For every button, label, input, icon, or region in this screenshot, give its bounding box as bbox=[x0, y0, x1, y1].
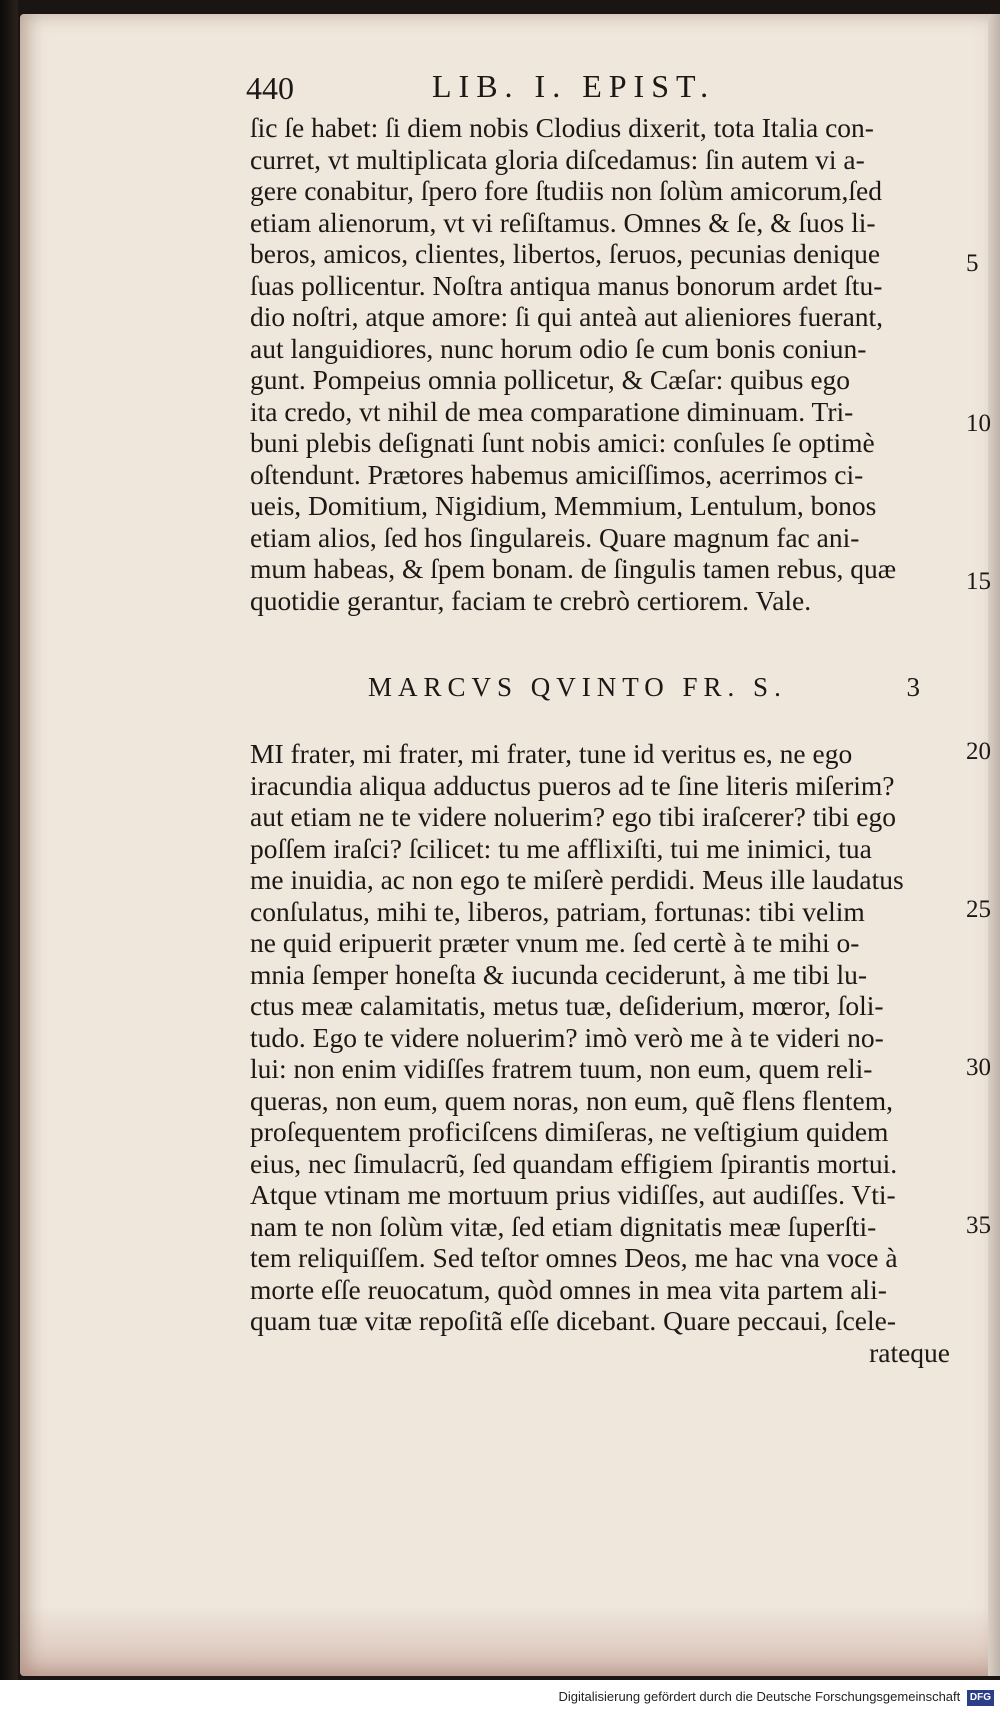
text-line: beros, amicos, clientes, libertos, ſeruos, pecunias denique bbox=[250, 238, 881, 269]
text-line: queras, non eum, quem noras, non eum, quẽ flens flentem, bbox=[250, 1084, 894, 1116]
text-line: nam te non ſolùm vitæ, ſed etiam dignitatis meæ ſuperſti- bbox=[250, 1210, 877, 1242]
text-line: proſequentem proficiſcens dimiſeras, ne veſtigium quidem bbox=[250, 1116, 889, 1147]
margin-line-number: 20 bbox=[966, 738, 991, 765]
letter-title bbox=[368, 672, 938, 712]
text-line: eius, nec ſimulacrũ, ſed quandam effigiem ſpirantis mortui. bbox=[250, 1147, 898, 1179]
text-line: ueis, Domitium, Nigidium, Memmium, Lentulum, bonos bbox=[250, 490, 877, 521]
text-line: gere conabitur, ſpero fore ſtudiis non ſolùm amicorum,ſed bbox=[250, 175, 882, 206]
margin-line-number: 30 bbox=[966, 1054, 991, 1081]
letter-number: 3 bbox=[906, 672, 920, 702]
text-line: tudo. Ego te videre noluerim? imò verò me à te videri no- bbox=[250, 1021, 884, 1053]
margin-line-number: 25 bbox=[966, 896, 991, 923]
text-line: etiam alienorum, vt vi reſiſtamus. Omnes & ſe, & ſuos li- bbox=[250, 206, 876, 238]
book-binding-edge bbox=[0, 0, 18, 1680]
text-line: lui: non enim vidiſſes fratrem tuum, non eum, quem reli- bbox=[250, 1053, 873, 1084]
text-line: aut etiam ne te videre noluerim? ego tibi iraſcerer? tibi ego bbox=[250, 801, 896, 832]
text-line: ita credo, vt nihil de mea comparatione diminuam. Tri- bbox=[250, 395, 854, 427]
text-line: Atque vtinam me mortuum prius vidiſſes, aut audiſſes. Vti- bbox=[250, 1179, 896, 1210]
letter-text bbox=[250, 738, 950, 1368]
page-number: 440 bbox=[246, 70, 294, 106]
dfg-logo-icon: DFG bbox=[967, 1690, 994, 1706]
text-line: ne quid eripuerit præter vnum me. ſed certè à te mihi o- bbox=[250, 927, 860, 958]
margin-line-number: 5 bbox=[966, 250, 979, 277]
page-fore-edge bbox=[988, 14, 1000, 1676]
text-line: buni plebis deſignati ſunt nobis amici: conſules ſe optimè bbox=[250, 427, 875, 458]
footer-text: Digitalisierung gefördert durch die Deutsche Forschungsgemeinschaft bbox=[558, 1689, 961, 1704]
text-line: curret, vt multiplicata gloria diſcedamus: ſin autem vi a- bbox=[250, 143, 865, 175]
letter-text-continued bbox=[250, 112, 950, 616]
text-line: ctus meæ calamitatis, metus tuæ, deſiderium, mœror, ſoli- bbox=[250, 990, 884, 1021]
text-line: poſſem iraſci? ſcilicet: tu me afflixiſti, tui me inimici, tua bbox=[250, 832, 872, 864]
letter-title-text: MARCVS QVINTO FR. S. bbox=[368, 672, 787, 702]
text-line: oſtendunt. Prætores habemus amiciſſimos, acerrimos ci- bbox=[250, 458, 864, 490]
page-header bbox=[246, 62, 926, 112]
text-line: dio noſtri, atque amore: ſi qui anteà aut alieniores fuerant, bbox=[250, 301, 884, 332]
text-line: iracundia aliqua adductus pueros ad te ſine literis miſerim? bbox=[250, 769, 895, 801]
text-line: tem reliquiſſem. Sed teſtor omnes Deos, me hac vna voce à bbox=[250, 1242, 898, 1273]
catchword: rateque bbox=[869, 1336, 950, 1368]
text-line: mnia ſemper honeſta & iucunda ceciderunt, à me tibi lu- bbox=[250, 958, 868, 990]
text-line: quotidie gerantur, faciam te crebrò certiorem. Vale. bbox=[250, 584, 812, 616]
text-line: aut languidiores, nunc horum odio ſe cum bonis coniun- bbox=[250, 332, 867, 364]
running-head: LIB. I. EPIST. bbox=[432, 68, 716, 104]
text-line: ſic ſe habet: ſi diem nobis Clodius dixerit, tota Italia con- bbox=[250, 112, 874, 143]
digitization-footer bbox=[0, 1684, 994, 1710]
text-line: MI frater, mi frater, mi frater, tune id veritus es, ne ego bbox=[250, 738, 853, 769]
text-line: quam tuæ vitæ repoſitã eſſe dicebant. Quare peccaui, ſcele- bbox=[250, 1305, 896, 1336]
text-line: gunt. Pompeius omnia pollicetur, & Cæſar: quibus ego bbox=[250, 364, 851, 395]
text-line: me inuidia, ac non ego te miſerè perdidi. Meus ille laudatus bbox=[250, 864, 904, 895]
margin-line-number: 35 bbox=[966, 1212, 991, 1239]
text-line: etiam alios, ſed hos ſingulareis. Quare magnum fac ani- bbox=[250, 521, 860, 553]
text-line: conſulatus, mihi te, liberos, patriam, fortunas: tibi velim bbox=[250, 895, 865, 927]
text-line: ſuas pollicentur. Noſtra antiqua manus bonorum ardet ſtu- bbox=[250, 269, 883, 301]
text-line: morte eſſe reuocatum, quòd omnes in mea vita partem ali- bbox=[250, 1273, 887, 1305]
margin-line-number: 15 bbox=[966, 568, 991, 595]
text-line: mum habeas, & ſpem bonam. de ſingulis tamen rebus, quæ bbox=[250, 553, 897, 584]
margin-line-number: 10 bbox=[966, 410, 991, 437]
